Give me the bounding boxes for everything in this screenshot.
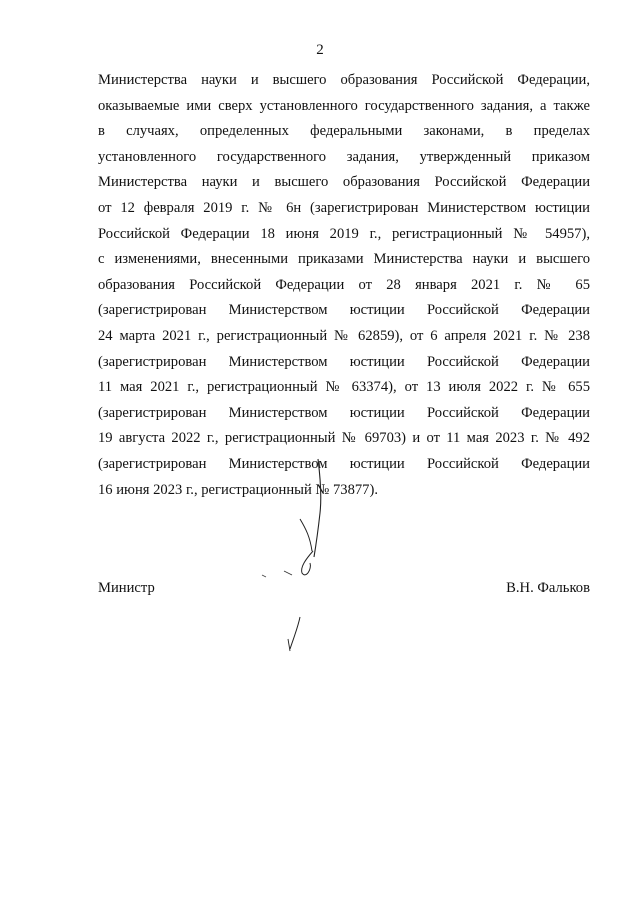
body-line: (зарегистрирован Министерством юстиции Российской Федерации (98, 455, 590, 472)
body-line: 24 марта 2021 г., регистрационный № 62859), от 6 апреля 2021 г. № 238 (98, 327, 590, 344)
body-line: 11 мая 2021 г., регистрационный № 63374), от 13 июля 2022 г. № 655 (98, 379, 590, 396)
body-line: оказываемые ими сверх установленного государственного задания, а также (98, 97, 590, 114)
body-line: от 12 февраля 2019 г. № 6н (зарегистрирован Министерством юстиции (98, 199, 590, 216)
handwritten-signature (240, 455, 340, 660)
page-number: 2 (316, 42, 324, 58)
signatory-name: В.Н. Фальков (506, 580, 590, 596)
signature-block (98, 580, 590, 604)
body-line: установленного государственного задания, утвержденный приказом (98, 148, 590, 165)
body-line: Министерства науки и высшего образования Российской Федерации (98, 174, 590, 191)
body-line: (зарегистрирован Министерством юстиции Российской Федерации (98, 404, 590, 421)
body-text (98, 68, 590, 503)
signatory-position: Министр (98, 580, 155, 596)
body-line: с изменениями, внесенными приказами Министерства науки и высшего (98, 251, 590, 268)
body-line: образования Российской Федерации от 28 января 2021 г. № 65 (98, 276, 590, 293)
body-line: Министерства науки и высшего образования Российской Федерации, (98, 72, 590, 88)
body-line: (зарегистрирован Министерством юстиции Российской Федерации (98, 302, 590, 319)
body-line: в случаях, определенных федеральными законами, в пределах (98, 123, 590, 140)
body-line: 16 июня 2023 г., регистрационный № 73877). (98, 481, 378, 498)
body-line: Российской Федерации 18 июня 2019 г., регистрационный № 54957), (98, 225, 590, 242)
body-line: 19 августа 2022 г., регистрационный № 69703) и от 11 мая 2023 г. № 492 (98, 430, 590, 447)
body-line: (зарегистрирован Министерством юстиции Российской Федерации (98, 353, 590, 370)
